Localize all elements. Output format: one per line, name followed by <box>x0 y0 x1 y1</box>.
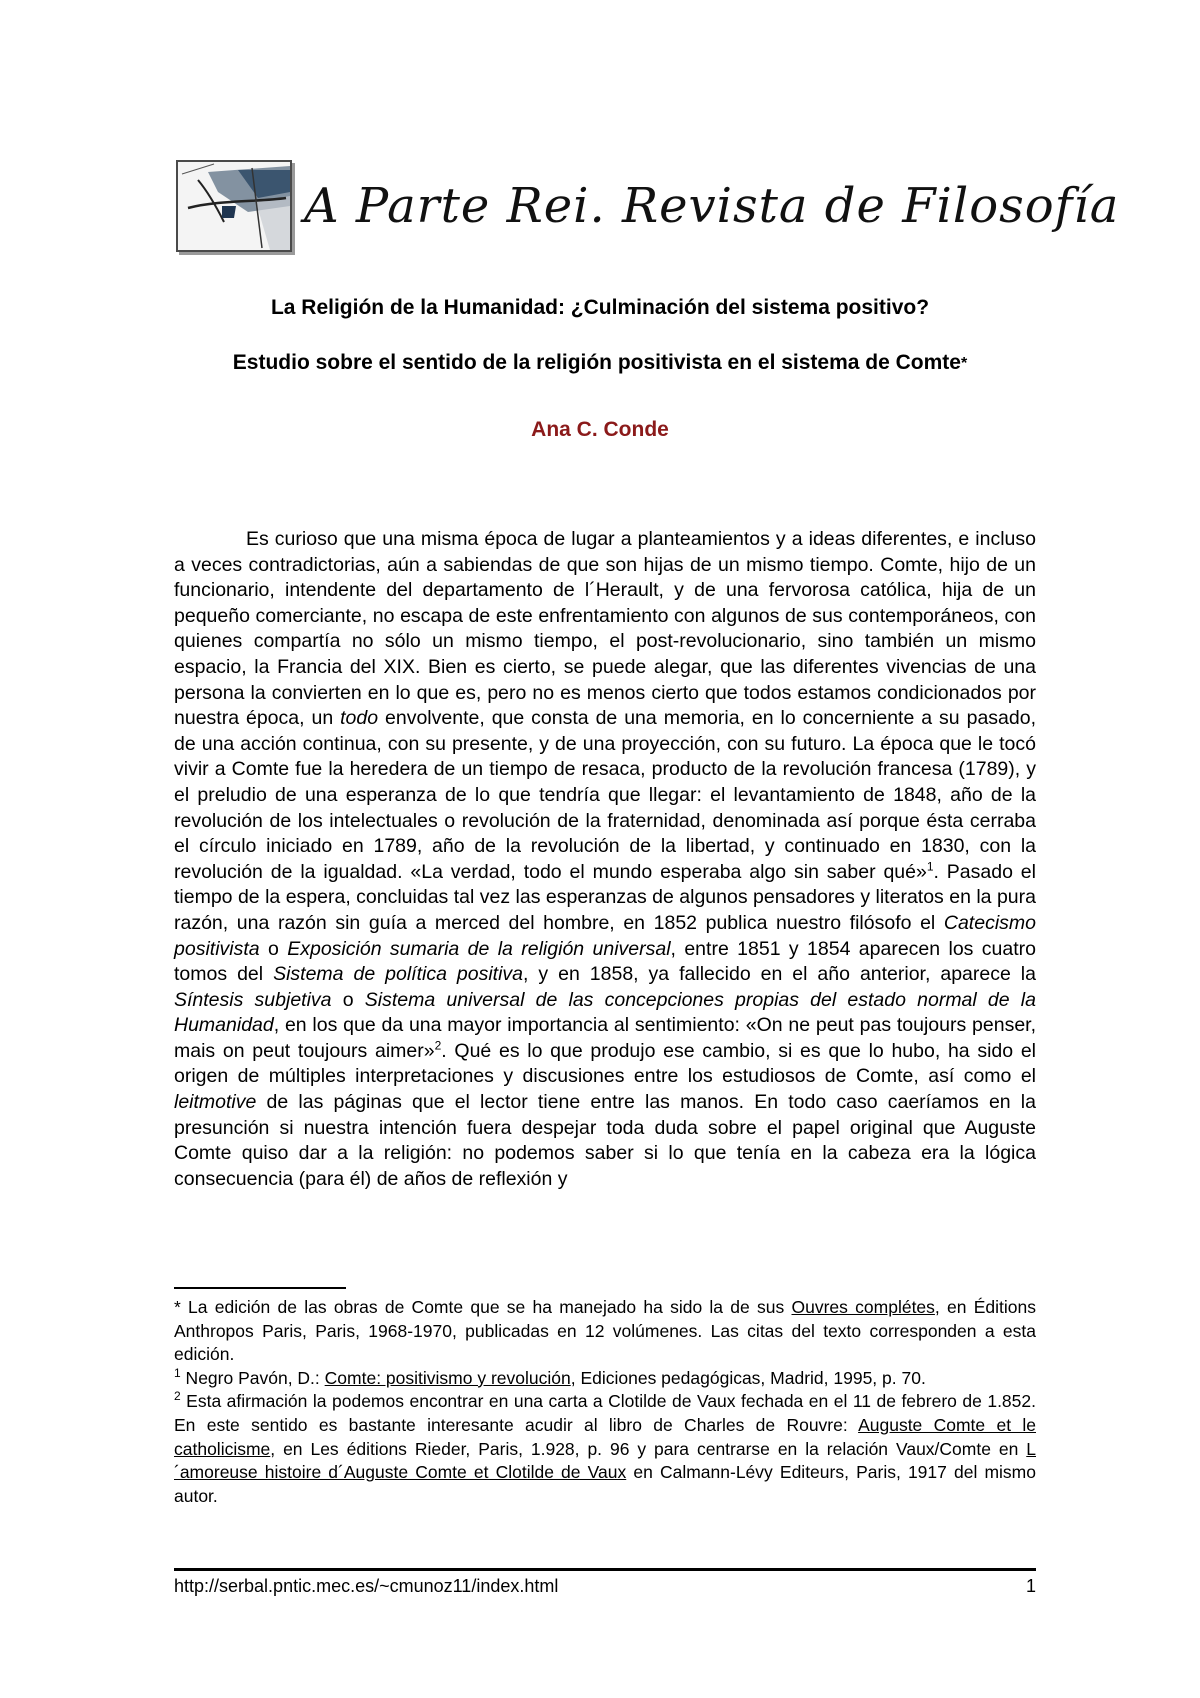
body-text-run: o <box>259 937 288 960</box>
footnote-work-title: L´amoreuse histoire d´Auguste Comte et Clotilde de Vaux <box>174 1438 1036 1483</box>
logo-artwork-icon <box>178 162 290 250</box>
work-title-exposicion: Exposición sumaria de la religión universal <box>287 937 671 960</box>
work-title-sintesis: Síntesis subjetiva <box>174 988 332 1011</box>
subtitle-footnote-mark[interactable]: * <box>960 355 968 372</box>
body-text-run: . Qué es lo que produjo ese cambio, si es que lo hubo, ha sido el origen de múltiples interpretaciones y discusiones entre los estudiosos de Comte, así como el <box>174 1039 1036 1088</box>
footer-url-link[interactable]: http://serbal.pntic.mec.es/~cmunoz11/index.html <box>174 1576 559 1596</box>
footnote-text: Negro Pavón, D.: <box>180 1367 325 1388</box>
body-text-run: , y en 1858, ya fallecido en el año anterior, aparece la <box>523 963 1036 986</box>
article-title: La Religión de la Humanidad: ¿Culminación del sistema positivo? <box>270 296 930 319</box>
footnote-text: , Ediciones pedagógicas, Madrid, 1995, p. 70. <box>570 1367 926 1388</box>
body-text <box>174 527 1036 1192</box>
body-text-run: , en los que da una mayor importancia al sentimiento: «On ne peut pas toujours penser, mais on peut toujours aimer» <box>174 1014 1036 1062</box>
footnote-ref-2[interactable]: 2 <box>434 1038 442 1053</box>
footnote-ref-1[interactable]: 1 <box>926 859 934 874</box>
footnote-text: La edición de las obras de Comte que se ha manejado ha sido la de sus <box>180 1297 792 1317</box>
journal-masthead <box>176 160 1120 252</box>
footnote-2 <box>174 1390 1036 1508</box>
work-title-sistema-universal: Sistema universal de las concepciones propias del estado normal de la Humanidad <box>174 988 1036 1037</box>
footnote-separator <box>174 1287 346 1289</box>
footnote-work-title: Auguste Comte et le catholicisme <box>174 1414 1036 1459</box>
body-text-run: de las páginas que el lector tiene entre las manos. En todo caso caeríamos en la presunción si nuestra intención fuera despejar toda duda sobre el papel original que Auguste Comte quiso dar a la religión: no podemos saber si lo que tenía en la cabeza era la lógica consecuencia (para él) de años de reflexión y <box>174 1091 1036 1190</box>
body-text-run: Es curioso que una misma época de lugar a planteamientos y a ideas diferentes, e incluso a veces contradictorias, aún a sabiendas de que son hijas de un mismo tiempo. Comte, hijo de un funcionario, intendente del departamento de l´Herault, y de una fervorosa católica, hija de un pequeño comerciante, no escapa de este enfrentamiento con algunos de sus contemporáneos, con quienes compartía no sólo un mismo tiempo, el post-revolucionario, sino también un mismo espacio, la Francia del XIX. Bien es cierto, se puede alegar, que las diferentes vivencias de una persona la convierten en lo que es, pero no es menos cierto que todos estamos condicionados por nuestra época, un <box>174 528 1036 730</box>
footnote-1 <box>174 1367 1036 1391</box>
footnote-star <box>174 1296 1036 1367</box>
footnote-work-title: Comte: positivismo y revolución <box>324 1367 571 1388</box>
footer-separator <box>174 1568 1036 1571</box>
journal-logo <box>176 160 292 252</box>
body-text-run: , entre 1851 y 1854 aparecen los cuatro tomos del <box>174 937 1036 986</box>
body-paragraph <box>174 527 1036 1192</box>
article-subtitle <box>0 351 1200 375</box>
footnote-text: en Calmann-Lévy Editeurs, Paris, 1917 del mismo autor. <box>174 1462 1036 1506</box>
footnote-star-mark: * <box>174 1297 181 1317</box>
footnote-2-mark: 2 <box>174 1389 181 1404</box>
body-text-run: o <box>331 988 365 1011</box>
work-title-catecismo: Catecismo positivista <box>174 911 1036 960</box>
body-text-run: . Pasado el tiempo de la espera, concluidas tal vez las esperanzas de algunos pensadores y literatos en la pura razón, una razón sin guía a merced del hombre, en 1852 publica nuestro filósofo el <box>174 860 1036 934</box>
article-subtitle-text: Estudio sobre el sentido de la religión positivista en el sistema de Comte <box>232 351 961 374</box>
emphasis-leitmotive: leitmotive <box>174 1091 257 1114</box>
emphasis-todo: todo <box>340 707 379 730</box>
work-title-sistema: Sistema de política positiva <box>273 963 524 986</box>
page-number: 1 <box>1025 1576 1036 1596</box>
body-text-run: envolvente, que consta de una memoria, en lo concerniente a su pasado, de una acción continua, con su presente, y de una proyección, con su futuro. La época que le tocó vivir a Comte fue la heredera de un tiempo de resaca, producto de la revolución francesa (1789), y el preludio de una esperanza de lo que tendría que llegar: el levantamiento de 1848, año de la revolución de los intelectuales o revolución de la fraternidad, denominada así porque ésta cerraba el círculo iniciado en 1789, año de la revolución de la libertad, y continuado en 1830, con la revolución de la igualdad. «La verdad, todo el mundo esperaba algo sin saber qué» <box>174 707 1036 883</box>
footnote-text: , en Les éditions Rieder, Paris, 1.928, p. 96 y para centrarse en la relación Vaux/Comte en <box>270 1438 1027 1459</box>
footnote-1-mark: 1 <box>174 1365 181 1380</box>
footnote-text: , en Éditions Anthropos Paris, Paris, 1968-1970, publicadas en 12 volúmenes. Las citas del texto corresponden a esta edición. <box>174 1297 1037 1365</box>
footnotes <box>174 1296 1036 1508</box>
footnote-work-title: Ouvres complétes <box>791 1297 935 1317</box>
journal-title: A Parte Rei. Revista de Filosofía <box>304 178 1120 234</box>
article-author: Ana C. Conde <box>531 418 669 441</box>
footnote-text: Esta afirmación la podemos encontrar en una carta a Clotilde de Vaux fechada en el 11 de febrero de 1.852. En este sentido es bastante interesante acudir al libro de Charles de Rouvre: <box>174 1391 1036 1435</box>
